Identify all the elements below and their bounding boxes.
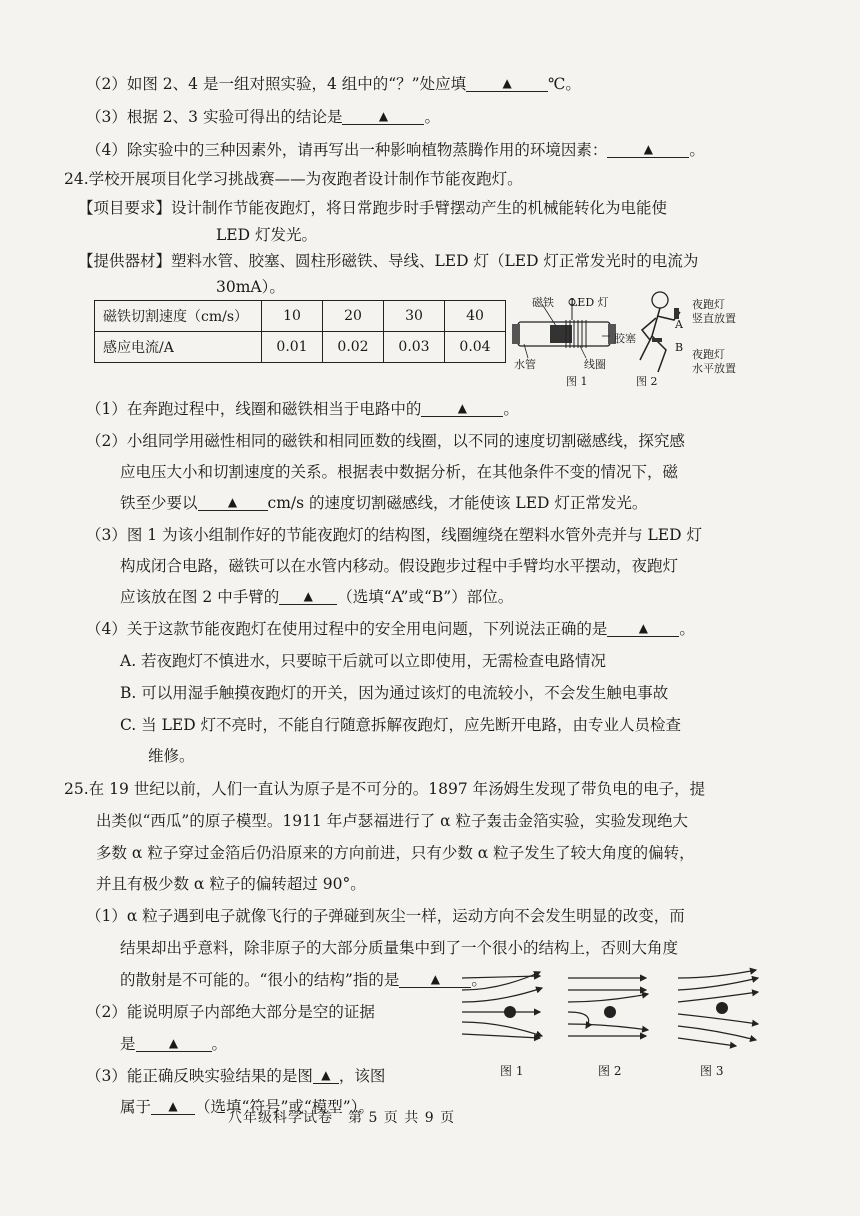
table-header-current: 感应电流/A <box>95 332 262 363</box>
option-a: A. 若夜跑灯不慎进水，只要晾干后就可以立即使用，无需检查电路情况 <box>120 652 607 670</box>
fig2-label-b: B <box>675 341 684 354</box>
table-header-speed: 磁铁切割速度（cm/s） <box>95 301 262 332</box>
table-cell: 40 <box>445 301 506 332</box>
fig-caption: 图 3 <box>700 1064 724 1078</box>
q24-part3: （3）图 1 为该小组制作好的节能夜跑灯的结构图，线圈缠绕在塑料水管外壳并与 LED 灯 <box>86 526 702 544</box>
table-cell: 10 <box>262 301 323 332</box>
q24-part2-cont: 铁至少要以 ▲ cm/s 的速度切割磁感线，才能使该 LED 灯正常发光。 <box>120 494 648 512</box>
fig2-note-b: 夜跑灯 <box>692 348 725 361</box>
answer-blank[interactable]: ▲ <box>151 1096 195 1115</box>
fig2-note-a: 竖直放置 <box>692 312 736 325</box>
answer-blank[interactable]: ▲ <box>607 618 679 637</box>
q23-part2: （2）如图 2、4 是一组对照实验，4 组中的“？”处应填 ▲ ℃。 <box>86 75 581 93</box>
option-c: C. 当 LED 灯不亮时，不能自行随意拆解夜跑灯，应先断开电路，由专业人员检查 <box>120 716 682 734</box>
q25-part3-cont: 属于 ▲ （选填“符号”或“模型”）。 <box>120 1098 374 1116</box>
answer-blank[interactable]: ▲ <box>313 1065 339 1084</box>
scattering-figure-1 <box>460 968 550 1048</box>
option-c-cont: 维修。 <box>148 747 195 765</box>
q24-part2-cont: 应电压大小和切割速度的关系。根据表中数据分析，在其他条件不变的情况下，磁 <box>120 463 679 481</box>
q24-requirement-cont: LED 灯发光。 <box>216 226 317 244</box>
q24-part3-cont: 应该放在图 2 中手臂的 ▲ （选填“A”或“B”）部位。 <box>120 588 514 606</box>
answer-blank[interactable]: ▲ <box>607 139 689 158</box>
fig2-caption: 图 2 <box>636 375 658 388</box>
q25-stem-cont: 并且有极少数 α 粒子的偏转超过 90°。 <box>96 875 366 893</box>
fig1-label-plug: 胶塞 <box>614 332 636 345</box>
fig1-label-coil: 线圈 <box>584 358 606 371</box>
table-cell: 30 <box>384 301 445 332</box>
table-row <box>95 332 506 363</box>
q25-part1-cont: 的散射是不可能的。“很小的结构”指的是 ▲ 。 <box>120 971 487 989</box>
option-b: B. 可以用湿手触摸夜跑灯的开关，因为通过该灯的电流较小，不会发生触电事故 <box>120 684 669 702</box>
q25-part2: （2）能说明原子内部绝大部分是空的证据 <box>86 1003 375 1021</box>
answer-blank[interactable]: ▲ <box>421 398 503 417</box>
q25-part3: （3）能正确反映实验结果的是图 ▲ ，该图 <box>86 1067 386 1085</box>
table-cell: 20 <box>323 301 384 332</box>
table-cell: 0.04 <box>445 332 506 363</box>
q24-requirement: 【项目要求】设计制作节能夜跑灯，将日常跑步时手臂摆动产生的机械能转化为电能使 <box>78 199 668 217</box>
table-cell: 0.01 <box>262 332 323 363</box>
answer-blank[interactable]: ▲ <box>198 492 268 511</box>
q24-stem: 24.学校开展项目化学习挑战赛——为夜跑者设计制作节能夜跑灯。 <box>64 170 523 188</box>
q24-part3-cont: 构成闭合电路，磁铁可以在水管内移动。假设跑步过程中手臂均水平摆动，夜跑灯 <box>120 557 679 575</box>
answer-blank[interactable]: ▲ <box>399 969 471 988</box>
q25-part1-cont: 结果却出乎意料，除非原子的大部分质量集中到了一个很小的结构上，否则大角度 <box>120 939 679 957</box>
q24-materials-cont: 30mA）。 <box>216 278 285 296</box>
q25-stem-cont: 出类似“西瓜”的原子模型。1911 年卢瑟福进行了 α 粒子轰击金箔实验，实验发现绝大 <box>96 812 689 830</box>
q25-part2-cont: 是 ▲ 。 <box>120 1035 228 1053</box>
answer-blank[interactable]: ▲ <box>136 1033 212 1052</box>
fig-caption: 图 1 <box>500 1064 524 1078</box>
scattering-figure-3 <box>676 968 766 1048</box>
q23-part3: （3）根据 2、3 实验可得出的结论是 ▲ 。 <box>86 108 440 126</box>
q24-part1: （1）在奔跑过程中，线圈和磁铁相当于电路中的 ▲ 。 <box>86 400 519 418</box>
answer-blank[interactable]: ▲ <box>466 73 548 92</box>
fig1-label-magnet: 磁铁 <box>532 296 554 309</box>
scattering-figure-2 <box>566 968 656 1048</box>
runner-diagram <box>630 290 690 380</box>
fig2-note-a: 夜跑灯 <box>692 298 725 311</box>
table-cell: 0.02 <box>323 332 384 363</box>
speed-current-table <box>94 300 506 363</box>
answer-blank[interactable]: ▲ <box>279 586 337 605</box>
page-footer: 八年级科学试卷 第 5 页 共 9 页 <box>228 1110 456 1126</box>
q24-materials: 【提供器材】塑料水管、胶塞、圆柱形磁铁、导线、LED 灯（LED 灯正常发光时的电流为 <box>78 252 699 270</box>
fig1-caption: 图 1 <box>566 375 588 388</box>
answer-blank[interactable]: ▲ <box>342 106 424 125</box>
q24-part2: （2）小组同学用磁性相同的磁铁和相同匝数的线圈，以不同的速度切割磁感线，探究感 <box>86 432 685 450</box>
table-row <box>95 301 506 332</box>
fig1-label-led: LED 灯 <box>570 296 609 309</box>
table-cell: 0.03 <box>384 332 445 363</box>
fig2-label-a: A <box>675 318 683 331</box>
q23-part4: （4）除实验中的三种因素外，请再写出一种影响植物蒸腾作用的环境因素： ▲ 。 <box>86 141 705 159</box>
q24-part4: （4）关于这款节能夜跑灯在使用过程中的安全用电问题，下列说法正确的是 ▲ 。 <box>86 620 695 638</box>
q25-stem-cont: 多数 α 粒子穿过金箔后仍沿原来的方向前进，只有少数 α 粒子发生了较大角度的偏转， <box>96 844 695 862</box>
q25-part1: （1）α 粒子遇到电子就像飞行的子弹碰到灰尘一样，运动方向不会发生明显的改变，而 <box>86 907 685 925</box>
fig2-note-b: 水平放置 <box>692 362 736 375</box>
fig1-label-pipe: 水管 <box>514 358 536 371</box>
fig-caption: 图 2 <box>598 1064 622 1078</box>
q25-stem: 25.在 19 世纪以前，人们一直认为原子是不可分的。1897 年汤姆生发现了带负电的电子，提 <box>64 780 706 798</box>
